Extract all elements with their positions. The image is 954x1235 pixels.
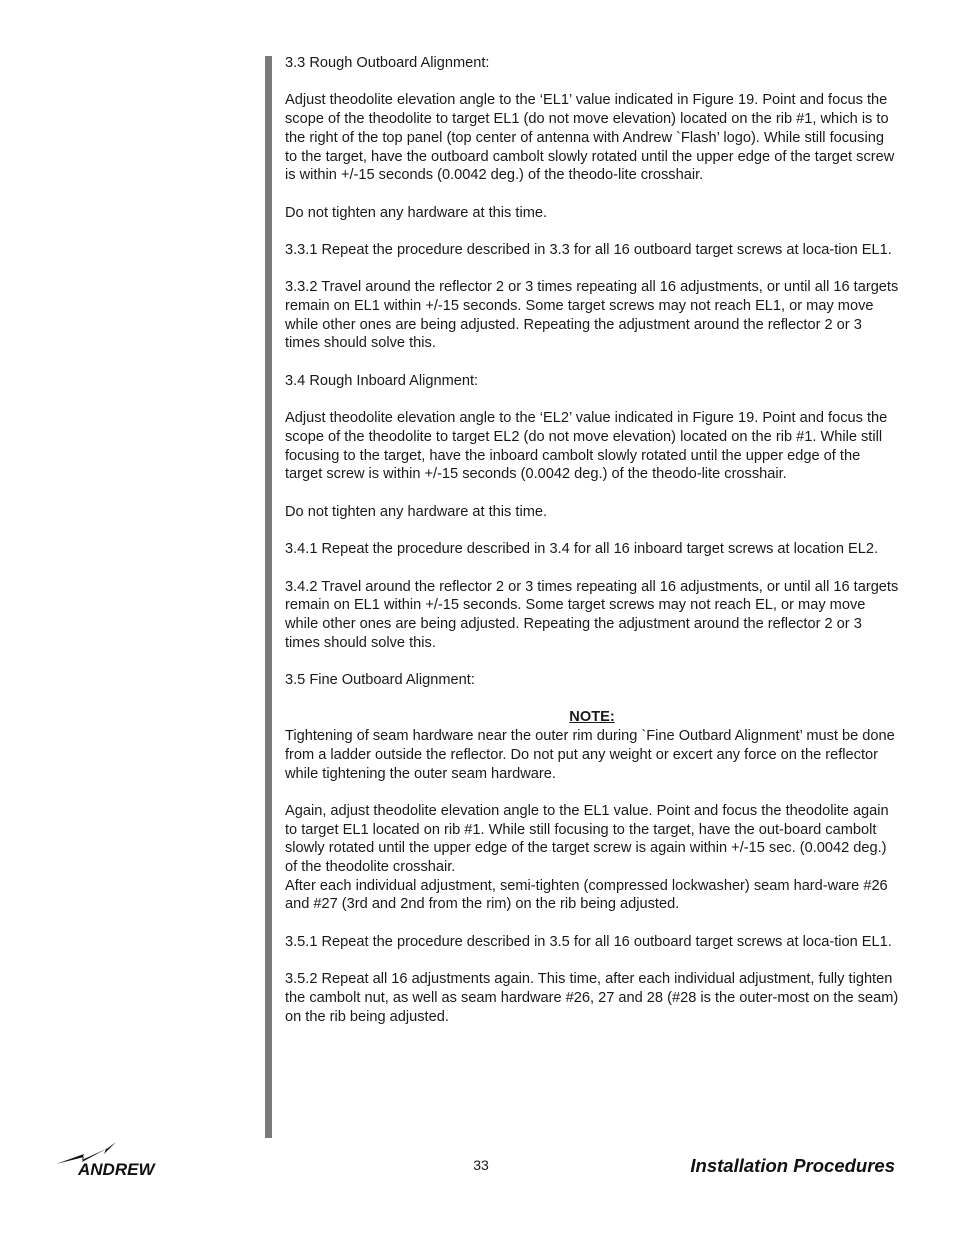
paragraph: 3.4.1 Repeat the procedure described in 3.4 for all 16 inboard target screws at location EL2. xyxy=(285,541,879,558)
note-text: Tightening of seam hardware near the outer rim during `Fine Outbard Alignment’ must be done from a ladder outside the reflector. Do not put any weight or excert any force on the reflector while tightening the outer seam hardware. xyxy=(285,728,895,782)
section-heading-3-3: 3.3 Rough Outboard Alignment: xyxy=(285,55,490,71)
paragraph: Adjust theodolite elevation angle to the ‘EL1’ value indicated in Figure 19. Point and focus the scope of the theodolite to target EL1 (do not move elevation) located on the rib #1, which is to the right of the top panel (top center of antenna with Andrew `Flash’ logo). While still focusing to the target, have the outboard cambolt slowly rotated until the upper edge of the target screw is within +/-15 seconds (0.0042 deg.) of the theodo-lite crosshair. xyxy=(285,92,895,184)
footer-section-title: Installation Procedures xyxy=(690,1155,895,1176)
paragraph: 3.5.1 Repeat the procedure described in 3.5 for all 16 outboard target screws at loca-tion EL1. xyxy=(285,933,892,950)
svg-text:ANDREW: ANDREW xyxy=(78,1160,155,1179)
paragraph: 3.5.2 Repeat all 16 adjustments again. This time, after each individual adjustment, fully tighten the cambolt nut, as well as seam hardware #26, 27 and 28 (#28 is the outer-most on the seam) on the rib being adjusted. xyxy=(285,971,899,1025)
revision-change-bar xyxy=(265,56,272,1138)
paragraph: After each individual adjustment, semi-tighten (compressed lockwasher) seam hard-ware #26 and #27 (3rd and 2nd from the rim) on the rib being adjusted. xyxy=(285,877,888,913)
andrew-logo xyxy=(56,1140,172,1180)
paragraph: 3.3.1 Repeat the procedure described in 3.3 for all 16 outboard target screws at loca-tion EL1. xyxy=(285,241,892,258)
section-heading-3-5: 3.5 Fine Outboard Alignment: xyxy=(285,672,475,689)
document-body xyxy=(285,54,899,1045)
paragraph: Adjust theodolite elevation angle to the ‘EL2’ value indicated in Figure 19. Point and focus the scope of the theodolite to target EL2 (do not move elevation) located on the rib #1. While still focusing to the target, have the inboard cambolt slowly rotated until the upper edge of the target screw is within +/-15 seconds (0.0042 deg.) of the theodo-lite crosshair. xyxy=(285,410,888,483)
note-heading: NOTE: xyxy=(569,709,615,726)
paragraph: Do not tighten any hardware at this time. xyxy=(285,503,548,520)
paragraph: 3.3.2 Travel around the reflector 2 or 3 times repeating all 16 adjustments, or until all 16 targets remain on EL1 within +/-15 seconds. Some target screws may not reach EL1, or may move while other ones are being adjusted. Repeating the adjustment around the reflector 2 or 3 times should solve this. xyxy=(285,279,899,352)
paragraph: Do not tighten any hardware at this time. xyxy=(285,204,548,221)
andrew-flash-logo-icon xyxy=(56,1140,172,1180)
page-number: 33 xyxy=(473,1157,489,1173)
section-heading-3-4: 3.4 Rough Inboard Alignment: xyxy=(285,372,479,389)
paragraph: Again, adjust theodolite elevation angle to the EL1 value. Point and focus the theodolite again to target EL1 located on rib #1. While still focusing to the target, have the out-board cambolt slowly rotated until the upper edge of the target screw is again within +/-15 sec. (0.0042 deg.) of the theodolite crosshair. xyxy=(285,802,889,876)
paragraph: 3.4.2 Travel around the reflector 2 or 3 times repeating all 16 adjustments, or until all 16 targets remain on EL1 within +/-15 seconds. Some target screws may not reach EL, or may move while other ones are being adjusted. Repeating the adjustment around the reflector 2 or 3 times should solve this. xyxy=(285,578,899,651)
